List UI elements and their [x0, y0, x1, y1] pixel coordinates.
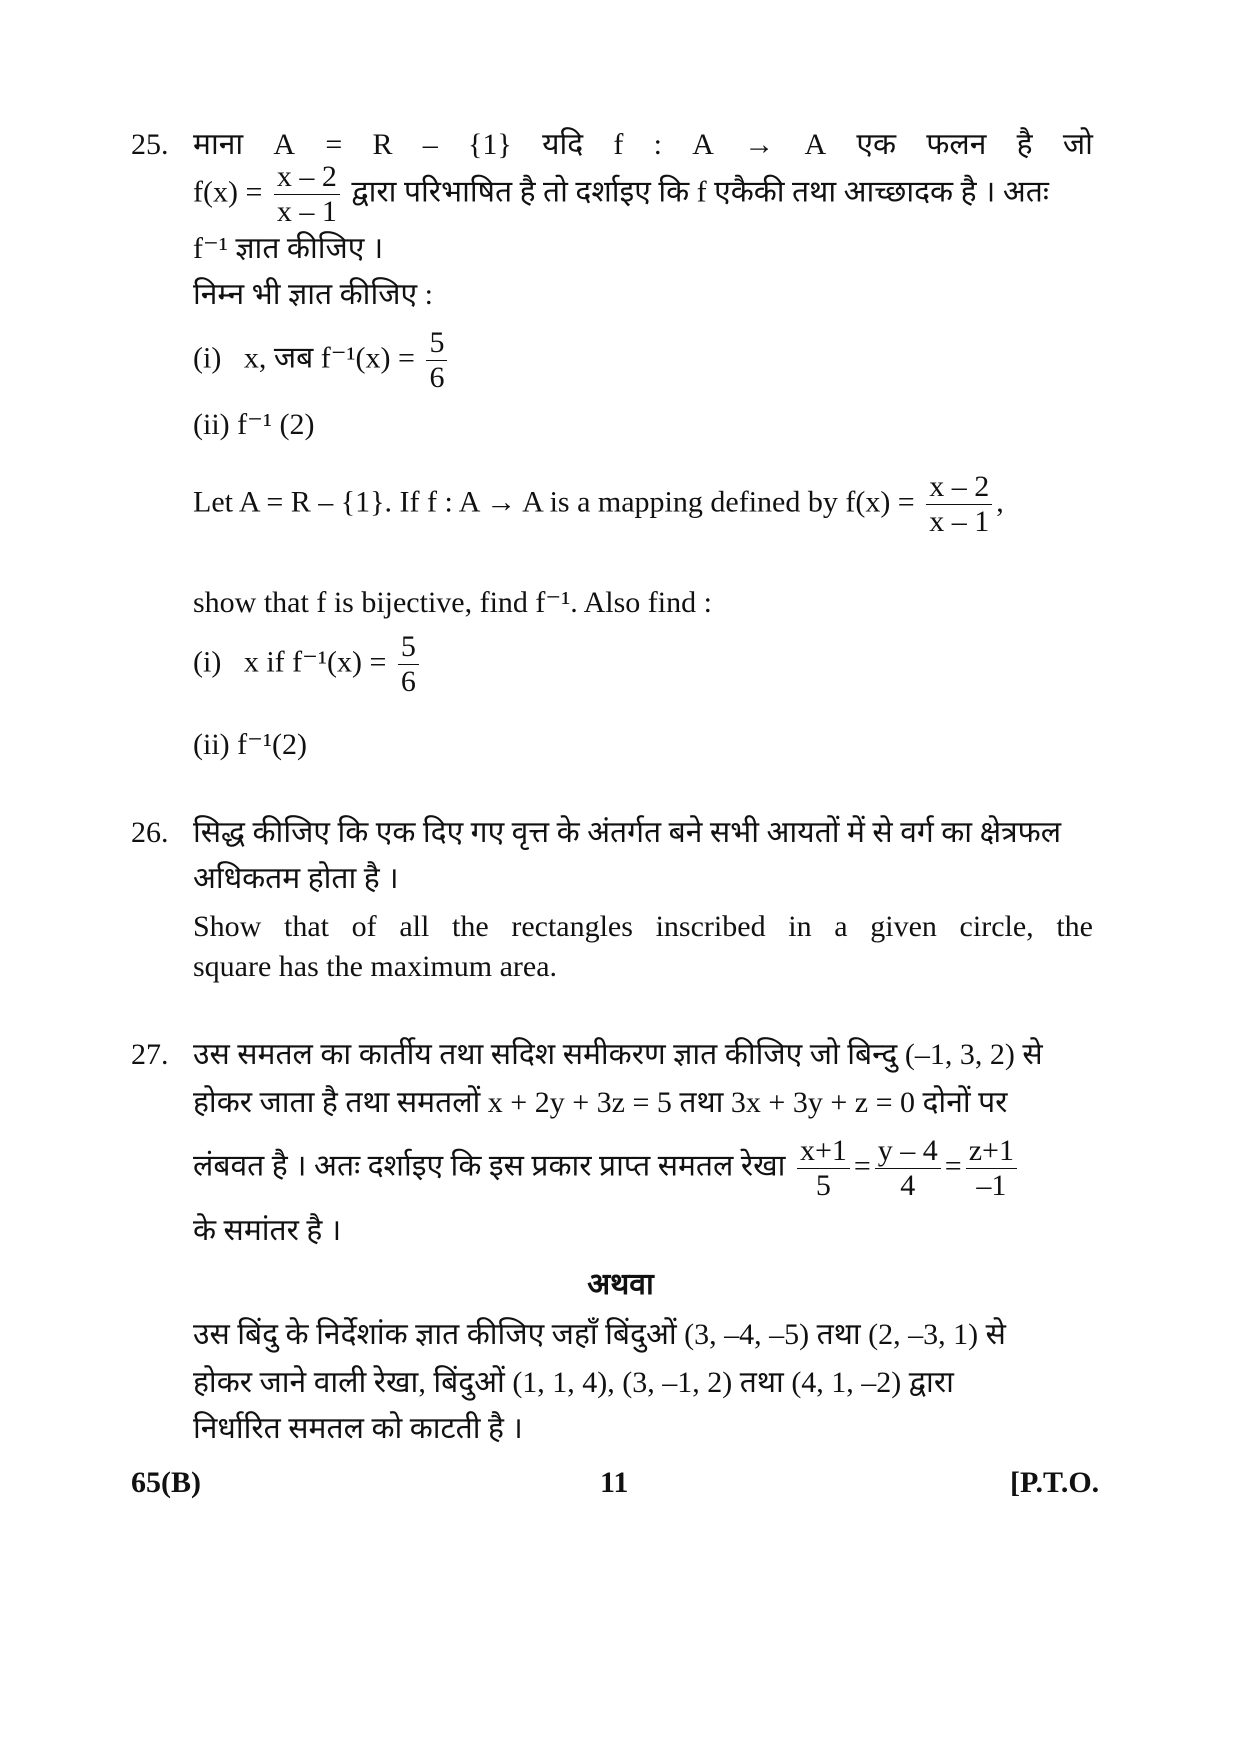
- question-number-26: 26.: [131, 816, 169, 849]
- q25-english-part-ii: (ii) f⁻¹(2): [193, 728, 307, 761]
- q25-line1-word: फलन: [926, 128, 987, 161]
- q25-line1-word: एक: [856, 128, 896, 161]
- fraction-denominator: 6: [400, 665, 416, 698]
- fraction-denominator: x – 1: [929, 505, 990, 538]
- q25-english-line-1-text: Let A = R – {1}. If f : A → A is a mapping defined by f(x) =: [193, 485, 915, 519]
- equals-sign: =: [853, 1149, 871, 1183]
- q25-line1-word: यदि: [542, 128, 584, 161]
- q27-hindi-line-1: उस समतल का कार्तीय तथा सदिश समीकरण ज्ञात कीजिए जो बिन्दु (–1, 3, 2) से: [193, 1038, 1043, 1071]
- fraction-numerator: y – 4: [875, 1134, 941, 1169]
- paper-code: 65(B): [131, 1466, 201, 1499]
- q25-english-line-2: show that f is bijective, find f⁻¹. Also find :: [193, 586, 712, 619]
- q25-line1-word: :: [653, 128, 663, 161]
- q26-hindi-line-2: अधिकतम होता है ।: [193, 862, 399, 895]
- fraction-denominator: –1: [976, 1169, 1007, 1202]
- fraction-five-sixths: [398, 630, 419, 699]
- fraction-x-plus-1-over-5: [797, 1134, 850, 1203]
- q25-english-part-i: [193, 630, 423, 699]
- fraction-numerator: x+1: [797, 1134, 850, 1169]
- page-number: 11: [600, 1466, 629, 1499]
- part-i-text: x if f⁻¹(x) =: [243, 645, 387, 679]
- q25-line1-word: A: [692, 128, 714, 161]
- q25-hindi-line-3: f⁻¹ ज्ञात कीजिए ।: [193, 232, 384, 265]
- fraction-denominator: 4: [900, 1169, 916, 1202]
- q25-line1-word: माना: [193, 128, 244, 161]
- q25-hindi-part-ii: (ii) f⁻¹ (2): [193, 408, 315, 441]
- fraction-numerator: x – 2: [274, 160, 340, 195]
- q25-line1-word: A: [273, 128, 296, 161]
- q27-alt-line-3: निर्धारित समतल को काटती है ।: [193, 1412, 523, 1445]
- q26-english-line-2: square has the maximum area.: [193, 950, 558, 983]
- q25-line1-word: जो: [1062, 128, 1093, 161]
- fraction-numerator: z+1: [966, 1134, 1017, 1169]
- q25-english-line-1: [193, 470, 1004, 539]
- fraction-denominator: x – 1: [276, 195, 337, 228]
- fraction-x-minus-2-over-x-minus-1: [926, 470, 992, 539]
- fraction-numerator: 5: [426, 326, 447, 361]
- q25-line1-word: –: [422, 128, 438, 161]
- q25-hindi-line-2: [193, 160, 1049, 229]
- q27-alt-line-2: होकर जाने वाली रेखा, बिंदुओं (1, 1, 4), (3, –1, 2) तथा (4, 1, –2) द्वारा: [193, 1366, 954, 1399]
- q27-hindi-line-3-text: लंबवत है । अतः दर्शाइए कि इस प्रकार प्राप्त समतल रेखा: [193, 1149, 786, 1183]
- q25-hindi-part-i: [193, 326, 451, 395]
- fraction-y-minus-4-over-4: [875, 1134, 941, 1203]
- q25-line1-word: =: [325, 128, 343, 161]
- fraction-denominator: 5: [815, 1169, 831, 1202]
- fraction-numerator: x – 2: [926, 470, 992, 505]
- q27-alt-line-1: उस बिंदु के निर्देशांक ज्ञात कीजिए जहाँ बिंदुओं (3, –4, –5) तथा (2, –3, 1) से: [193, 1318, 1006, 1351]
- q25-hindi-line-4: निम्न भी ज्ञात कीजिए :: [193, 278, 433, 311]
- equals-sign: =: [944, 1149, 962, 1183]
- q27-hindi-line-3: [193, 1134, 1021, 1203]
- question-number-27: 27.: [131, 1038, 169, 1071]
- question-number-25: 25.: [131, 128, 169, 161]
- q25-hindi-line-1: [193, 128, 1093, 162]
- q25-line1-word: {1}: [468, 128, 512, 161]
- please-turn-over: [P.T.O.: [1010, 1466, 1100, 1499]
- q25-line1-word: है: [1016, 128, 1033, 161]
- q25-line1-word: R: [372, 128, 393, 161]
- q25-line1-word: →: [744, 128, 775, 161]
- fraction-denominator: 6: [429, 361, 445, 394]
- fraction-five-sixths: [426, 326, 447, 395]
- part-i-text: x, जब f⁻¹(x) =: [243, 341, 415, 375]
- q25-line1-word: A: [804, 128, 827, 161]
- fraction-x-minus-2-over-x-minus-1: [274, 160, 340, 229]
- q25-hindi-line-2-text: द्वारा परिभाषित है तो दर्शाइए कि f एकैकी तथा आच्छादक है । अतः: [351, 175, 1049, 209]
- q26-english-line-1: Show that of all the rectangles inscribed in a given circle, the: [193, 910, 1093, 943]
- or-heading: अथवा: [587, 1268, 654, 1301]
- q26-hindi-line-1: सिद्ध कीजिए कि एक दिए गए वृत्त के अंतर्गत बने सभी आयतों में से वर्ग का क्षेत्रफल: [193, 816, 1062, 849]
- q27-hindi-line-2: होकर जाता है तथा समतलों x + 2y + 3z = 5 तथा 3x + 3y + z = 0 दोनों पर: [193, 1086, 1008, 1119]
- q25-line1-word: f: [613, 128, 624, 161]
- part-i-label: (i): [193, 341, 222, 375]
- fraction-z-plus-1-over-minus-1: [966, 1134, 1017, 1203]
- comma: ,: [996, 485, 1004, 519]
- q27-hindi-line-4: के समांतर है ।: [193, 1214, 342, 1247]
- fx-label: f(x) =: [193, 175, 263, 209]
- fraction-numerator: 5: [398, 630, 419, 665]
- part-i-label: (i): [193, 645, 222, 679]
